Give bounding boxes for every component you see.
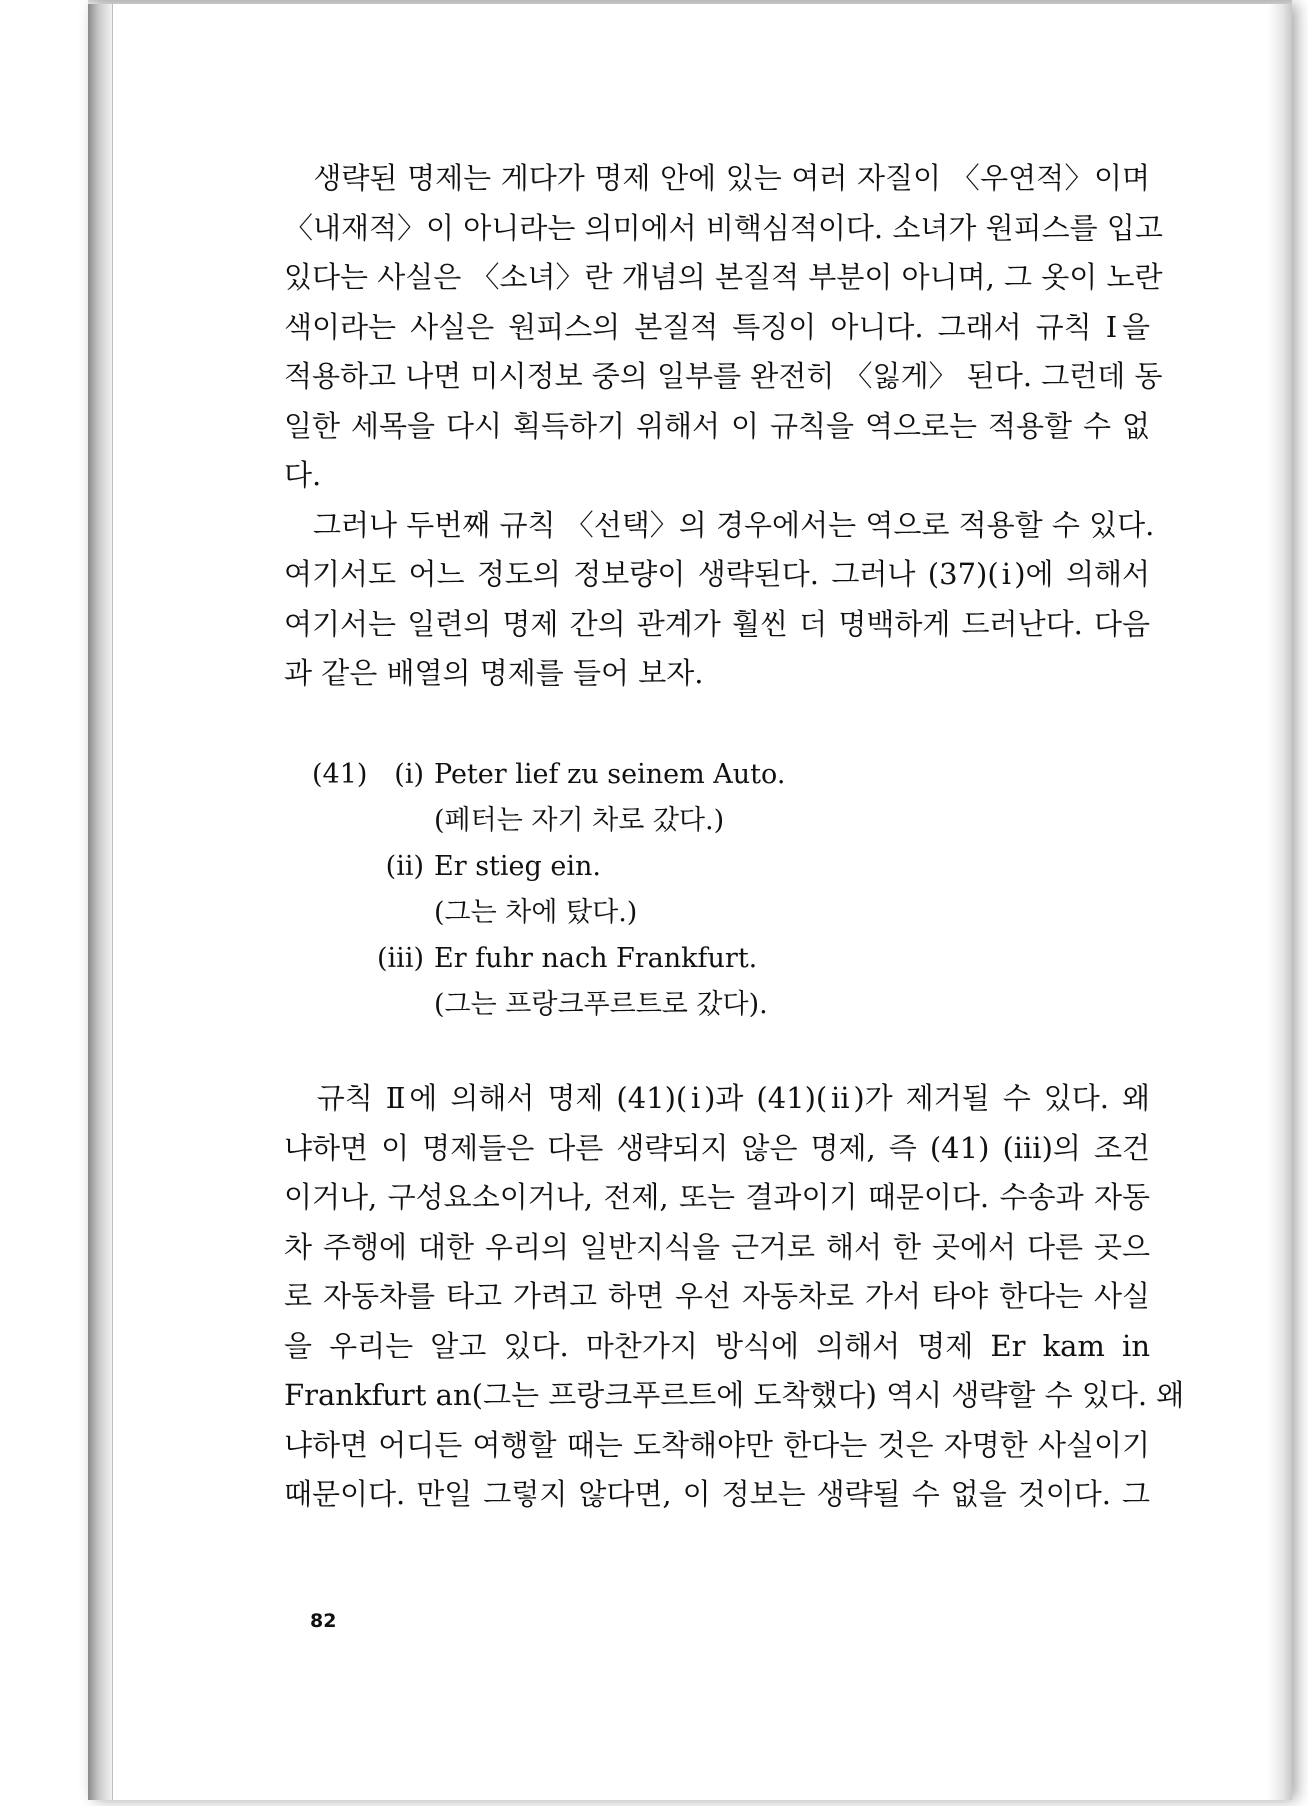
example-sub-label: (ⅱ) <box>385 851 424 882</box>
text-line: 로 자동차를 타고 가려고 하면 우선 자동차로 가서 타야 한다는 사실 <box>284 1279 1150 1313</box>
text-line: 색이라는 사실은 원피스의 본질적 특징이 아니다. 그래서 규칙 Ⅰ을 <box>284 309 1150 344</box>
book-spine <box>88 4 113 1800</box>
example-text: Peter lief zu seinem Auto. <box>434 759 786 790</box>
example-text: Er stieg ein. <box>434 851 601 882</box>
text-line: 냐하면 이 명제들은 다른 생략되지 않은 명제, 즉 (41) (iii)의 조건 <box>284 1130 1150 1165</box>
text-line: 냐하면 어디든 여행할 때는 도착해야만 한다는 것은 자명한 사실이기 <box>284 1427 1150 1462</box>
example-sub-label: (iii) <box>377 943 424 974</box>
text-line: 차 주행에 대한 우리의 일반지식을 근거로 해서 한 곳에서 다른 곳으 <box>284 1229 1150 1264</box>
text-line: 적용하고 나면 미시정보 중의 일부를 완전히 〈잃게〉 된다. 그런데 동 <box>284 359 1163 393</box>
example-translation: (페터는 자기 차로 갔다.) <box>434 805 725 836</box>
example-text: Er fuhr nach Frankfurt. <box>434 943 758 974</box>
text-line: 생략된 명제는 게다가 명제 안에 있는 여러 자질이 〈우연적〉이며 <box>284 161 1150 195</box>
text-line: 규칙 Ⅱ에 의해서 명제 (41)(ⅰ)과 (41)(ⅱ)가 제거될 수 있다. 왜 <box>284 1081 1150 1115</box>
example-translation: (그는 차에 탔다.) <box>434 897 638 928</box>
body-text-top <box>284 154 1163 699</box>
text-line: 여기서도 어느 정도의 정보량이 생략된다. 그러나 (37)(ⅰ)에 의해서 <box>284 557 1150 591</box>
paragraph <box>284 154 1163 501</box>
page-right-edge <box>1268 4 1292 1800</box>
paragraph <box>284 501 1155 699</box>
text-line: 그러나 두번째 규칙 〈선택〉의 경우에서는 역으로 적용할 수 있다. <box>284 507 1155 542</box>
text-line: 다. <box>284 458 322 492</box>
text-line: Frankfurt an(그는 프랑크푸르트에 도착했다) 역시 생략할 수 있다. 왜 <box>284 1378 1185 1412</box>
text-line: 〈내재적〉이 아니라는 의미에서 비핵심적이다. 소녀가 원피스를 입고 <box>284 210 1163 245</box>
example-sub-label: (ⅰ) <box>394 759 424 790</box>
example-number: (41) <box>312 759 368 790</box>
text-line: 때문이다. 만일 그렇지 않다면, 이 정보는 생략될 수 없을 것이다. 그 <box>284 1477 1150 1511</box>
text-line: 이거나, 구성요소이거나, 전제, 또는 결과이기 때문이다. 수송과 자동 <box>284 1180 1150 1214</box>
paragraph <box>284 1074 1185 1520</box>
text-line: 을 우리는 알고 있다. 마찬가지 방식에 의해서 명제 Er kam in <box>284 1328 1150 1363</box>
example-translation: (그는 프랑크푸르트로 갔다). <box>434 989 768 1020</box>
body-text-bottom <box>284 1074 1185 1520</box>
text-line: 과 같은 배열의 명제를 들어 보자. <box>284 656 704 690</box>
text-line: 일한 세목을 다시 획득하기 위해서 이 규칙을 역으로는 적용할 수 없 <box>284 408 1150 443</box>
text-line: 여기서는 일련의 명제 간의 관계가 훨씬 더 명백하게 드러난다. 다음 <box>284 606 1150 641</box>
text-line: 있다는 사실은 〈소녀〉란 개념의 본질적 부분이 아니며, 그 옷이 노란 <box>284 260 1163 294</box>
page-number: 82 <box>310 1610 337 1632</box>
